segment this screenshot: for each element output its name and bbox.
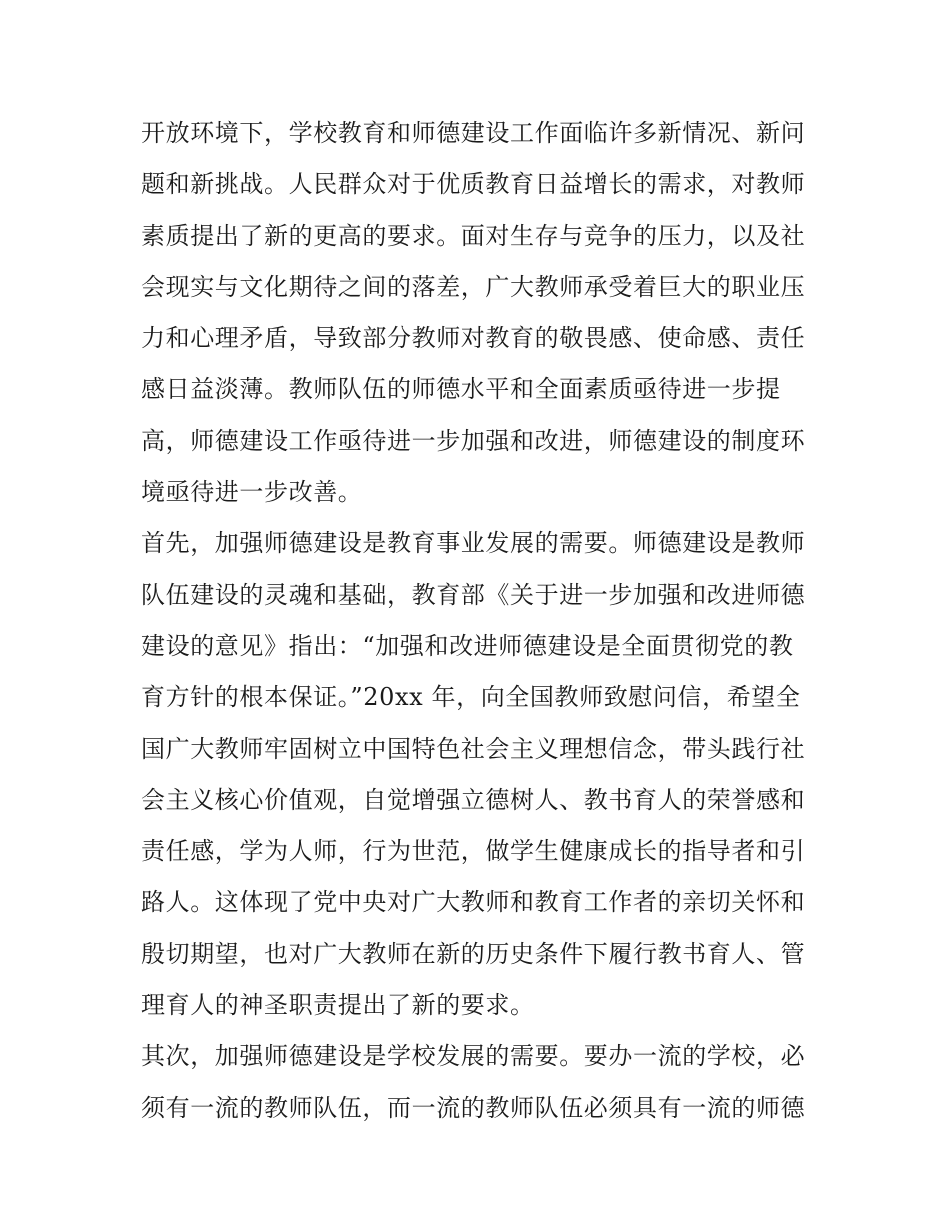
document-body	[141, 108, 813, 1134]
text-line: 须有一流的教师队伍，而一流的教师队伍必须具有一流的师德	[141, 1093, 806, 1122]
text-line: 首先，加强师德建设是教育事业发展的需要。师德建设是教师	[141, 529, 806, 558]
text-line: 素质提出了新的更高的要求。面对生存与竞争的压力，以及社	[141, 221, 806, 250]
text-line: 会现实与文化期待之间的落差，广大教师承受着巨大的职业压	[141, 272, 806, 301]
text-line: 育方针的根本保证。”20xx 年，向全国教师致慰问信，希望全	[141, 683, 801, 712]
text-line: 责任感，学为人师，行为世范，做学生健康成长的指导者和引	[141, 837, 806, 866]
text-line: 境亟待进一步改善。	[141, 478, 363, 507]
text-line: 殷切期望，也对广大教师在新的历史条件下履行教书育人、管	[141, 939, 806, 968]
text-line: 感日益淡薄。教师队伍的师德水平和全面素质亟待进一步提	[141, 375, 781, 404]
text-line: 队伍建设的灵魂和基础，教育部《关于进一步加强和改进师德	[141, 580, 806, 609]
text-line: 高，师德建设工作亟待进一步加强和改进，师德建设的制度环	[141, 426, 806, 455]
text-line: 路人。这体现了党中央对广大教师和教育工作者的亲切关怀和	[141, 888, 806, 917]
text-line: 建设的意见》指出：“加强和改进师德建设是全面贯彻党的教	[141, 631, 794, 660]
text-line: 开放环境下，学校教育和师德建设工作面临许多新情况、新问	[141, 119, 806, 147]
text-line: 题和新挑战。人民群众对于优质教育日益增长的需求，对教师	[141, 170, 806, 199]
text-line: 国广大教师牢固树立中国特色社会主义理想信念，带头践行社	[141, 734, 806, 763]
text-line: 理育人的神圣职责提出了新的要求。	[141, 991, 535, 1020]
text-line: 其次，加强师德建设是学校发展的需要。要办一流的学校，必	[141, 1042, 806, 1071]
paragraph-3	[141, 1031, 813, 1134]
text-line: 会主义核心价值观，自觉增强立德树人、教书育人的荣誉感和	[141, 785, 806, 814]
paragraph-2	[141, 518, 813, 1031]
paragraph-1	[141, 108, 813, 518]
text-line: 力和心理矛盾，导致部分教师对教育的敬畏感、使命感、责任	[141, 324, 806, 353]
